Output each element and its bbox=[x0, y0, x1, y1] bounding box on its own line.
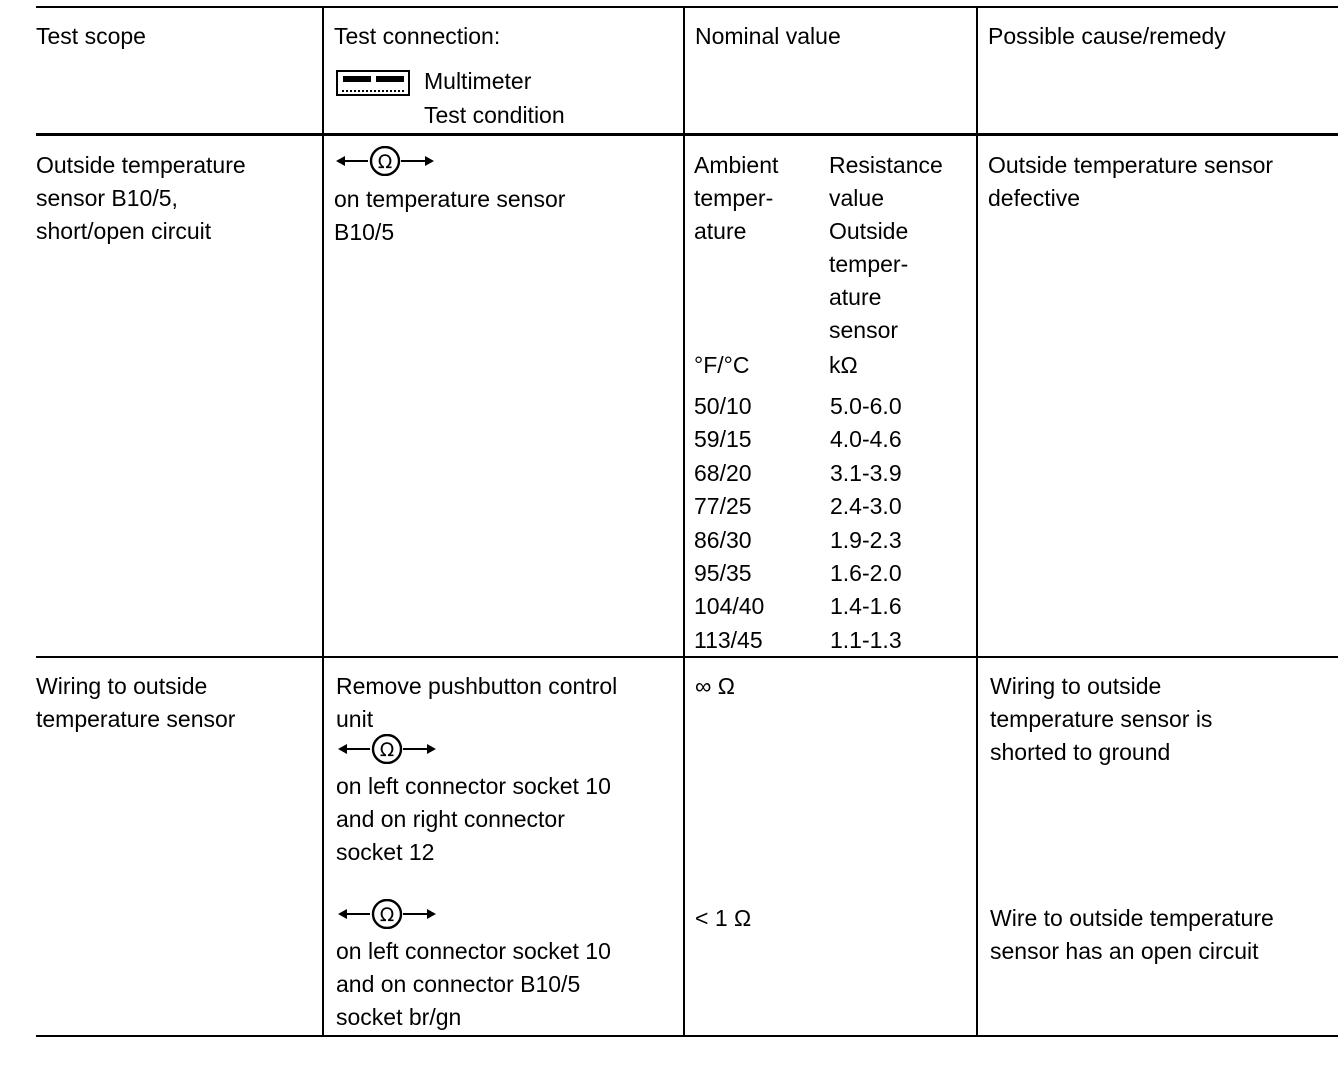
resistance-value: 1.9-2.3 bbox=[830, 526, 902, 553]
row1-test-connection: on temperature sensor B10/5 bbox=[334, 186, 566, 245]
temperature-value: 104/40 bbox=[694, 593, 765, 620]
header-test-connection: Test connection: bbox=[334, 23, 501, 49]
row1-ambient-header: Ambient temper- ature bbox=[694, 152, 779, 244]
row1-test-scope: Outside temperature sensor B10/5, short/open circuit bbox=[36, 152, 246, 244]
svg-text:Ω: Ω bbox=[377, 151, 393, 173]
column-divider-3 bbox=[976, 6, 978, 1037]
column-divider-2 bbox=[683, 6, 685, 1037]
svg-text:Ω: Ω bbox=[379, 904, 395, 926]
header-multimeter: Multimeter bbox=[424, 68, 532, 94]
ohm-measurement-icon bbox=[334, 146, 444, 176]
table-bottom-border bbox=[36, 1035, 1338, 1037]
header-nominal-value: Nominal value bbox=[695, 23, 841, 49]
temperature-value: 77/25 bbox=[694, 493, 752, 520]
temperature-value: 95/35 bbox=[694, 559, 752, 586]
temperature-value: 50/10 bbox=[694, 393, 752, 419]
row2-test-scope: Wiring to outside temperature sensor bbox=[36, 673, 236, 732]
row2-nominal-a: ∞ Ω bbox=[695, 673, 735, 699]
column-divider-1 bbox=[322, 6, 324, 1037]
row1-resistance-unit: kΩ bbox=[829, 352, 858, 378]
ohm-measurement-icon bbox=[336, 899, 446, 929]
row2-connection-a-pre: Remove pushbutton control unit bbox=[336, 673, 618, 732]
svg-text:Ω: Ω bbox=[379, 739, 395, 761]
temperature-list bbox=[694, 390, 764, 657]
table-top-border bbox=[36, 6, 1338, 8]
header-test-scope: Test scope bbox=[36, 23, 146, 49]
temperature-value: 68/20 bbox=[694, 459, 752, 486]
temperature-value: 59/15 bbox=[694, 426, 752, 453]
row2-connection-a: on left connector socket 10 and on right connector socket 12 bbox=[336, 773, 611, 865]
resistance-value: 3.1-3.9 bbox=[830, 459, 902, 486]
row2-cause-b: Wire to outside temperature sensor has an open circuit bbox=[990, 905, 1274, 964]
row2-nominal-b: < 1 Ω bbox=[695, 905, 752, 931]
resistance-value: 2.4-3.0 bbox=[830, 493, 902, 520]
row1-possible-cause: Outside temperature sensor defective bbox=[988, 152, 1274, 211]
resistance-value: 1.4-1.6 bbox=[830, 593, 902, 620]
multimeter-icon bbox=[336, 70, 410, 96]
row1-bottom-border bbox=[36, 656, 1338, 658]
resistance-value: 1.1-1.3 bbox=[830, 626, 902, 653]
ohm-measurement-icon bbox=[336, 734, 446, 764]
row1-resistance-header: Resistance value Outside temper- ature sensor bbox=[829, 152, 943, 343]
resistance-value: 1.6-2.0 bbox=[830, 559, 902, 586]
row1-ambient-unit: °F/°C bbox=[694, 352, 750, 378]
temperature-value: 113/45 bbox=[694, 626, 763, 653]
header-test-condition: Test condition bbox=[424, 102, 565, 128]
resistance-value: 5.0-6.0 bbox=[830, 393, 902, 419]
header-possible-cause: Possible cause/remedy bbox=[988, 23, 1226, 49]
row2-connection-b: on left connector socket 10 and on connector B10/5 socket br/gn bbox=[336, 938, 611, 1030]
resistance-list bbox=[830, 390, 902, 657]
resistance-value: 4.0-4.6 bbox=[830, 426, 902, 453]
row2-cause-a: Wiring to outside temperature sensor is shorted to ground bbox=[990, 673, 1213, 765]
header-bottom-border bbox=[36, 133, 1338, 136]
temperature-value: 86/30 bbox=[694, 526, 752, 553]
